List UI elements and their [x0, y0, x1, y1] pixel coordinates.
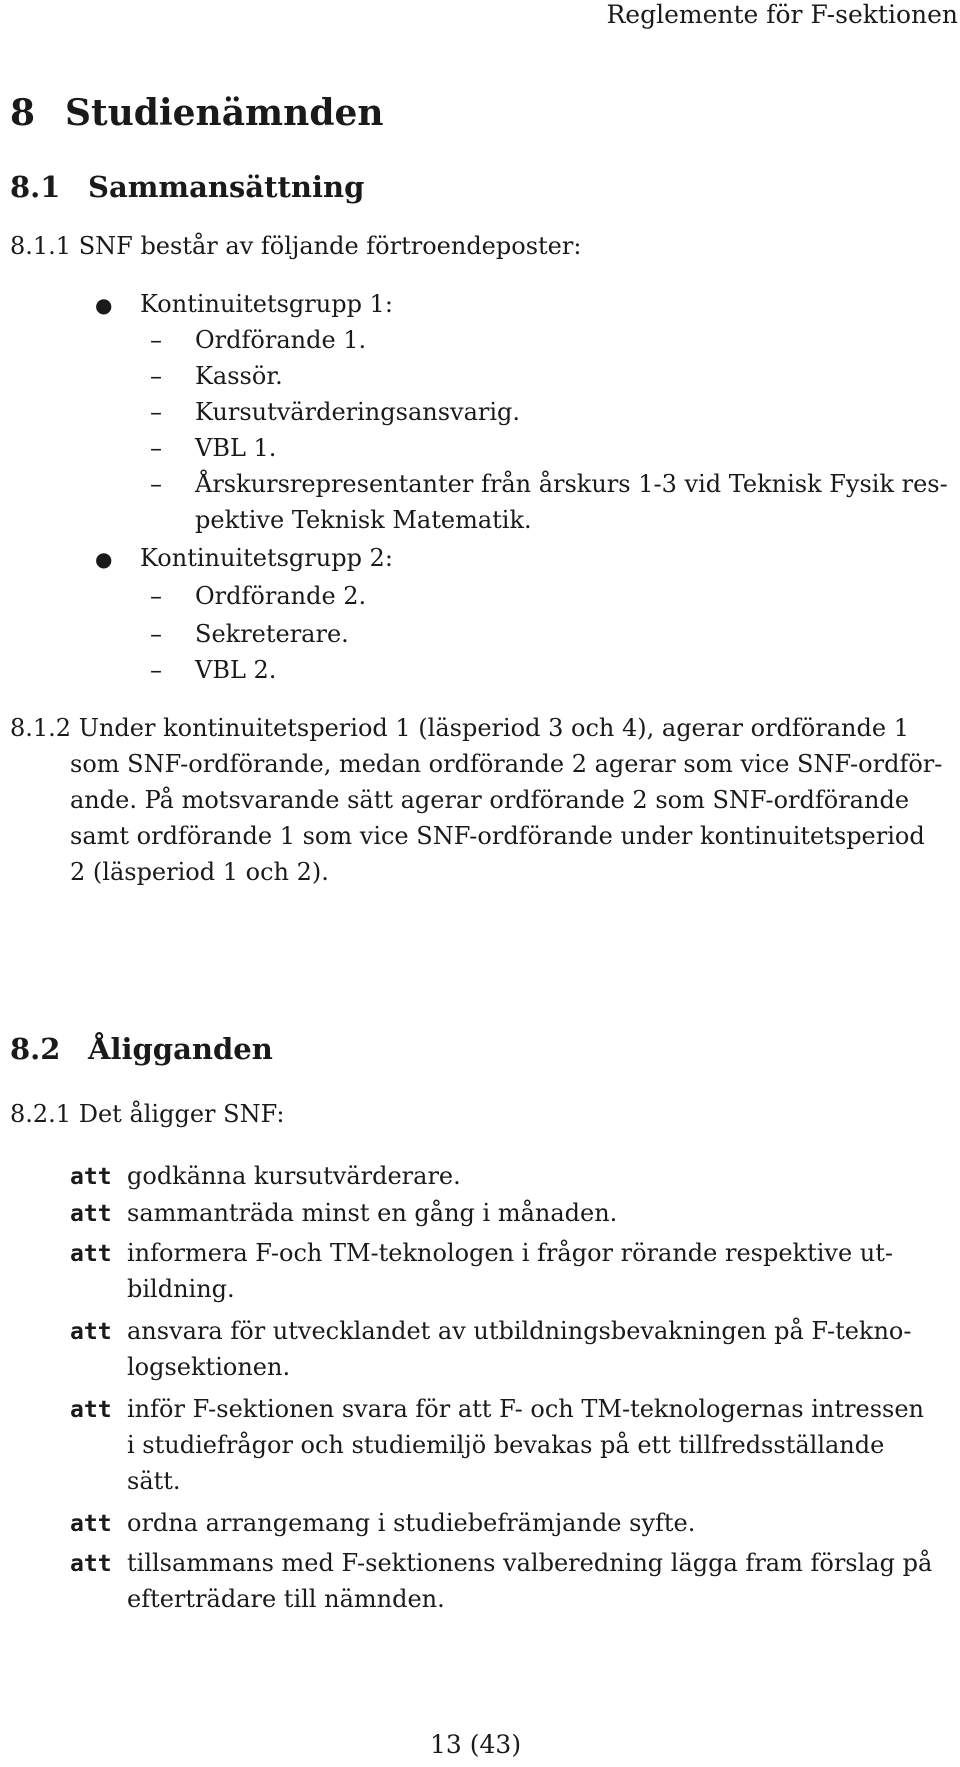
- section-number: 8.1: [10, 170, 61, 204]
- dash-item-text: VBL 2.: [195, 656, 277, 684]
- duty-text: ansvara för utvecklandet av utbildningsbevakningen på F-tekno-: [127, 1317, 912, 1345]
- duty-continuation: bildning.: [127, 1275, 235, 1303]
- paragraph-text: Det åligger SNF:: [78, 1100, 285, 1128]
- dash-item: [150, 466, 948, 503]
- bullet-icon: ●: [95, 293, 113, 317]
- paragraph-line: Under kontinuitetsperiod 1 (läsperiod 3 och 4), agerar ordförande 1: [78, 714, 909, 742]
- paragraph-number: 8.2.1: [10, 1100, 72, 1128]
- dash-item-text: Kassör.: [195, 362, 283, 390]
- section-heading-8-1: [10, 170, 364, 204]
- dash-item-text: Årskursrepresentanter från årskurs 1-3 vid Teknisk Fysik res-: [195, 470, 948, 498]
- duty-text: ordna arrangemang i studiebefrämjande syfte.: [127, 1509, 696, 1537]
- group-label: Kontinuitetsgrupp 2:: [140, 544, 393, 572]
- dash-item: [150, 430, 276, 467]
- duty-continuation: sätt.: [127, 1467, 181, 1495]
- bullet-item-group-2: [95, 540, 393, 578]
- dash-icon: –: [150, 326, 162, 354]
- dash-icon: –: [150, 398, 162, 426]
- att-keyword: att: [70, 1164, 112, 1190]
- chapter-heading: [10, 92, 384, 134]
- att-keyword: att: [70, 1201, 112, 1227]
- dash-item: [150, 652, 276, 689]
- duty-text: godkänna kursutvärderare.: [127, 1162, 461, 1190]
- section-heading-8-2: [10, 1032, 273, 1066]
- dash-item-continuation: pektive Teknisk Matematik.: [195, 506, 532, 534]
- duty-item: [70, 1545, 932, 1583]
- group-label: Kontinuitetsgrupp 1:: [140, 290, 393, 318]
- paragraph-8-2-1: [10, 1096, 284, 1133]
- section-title: Sammansättning: [88, 170, 365, 204]
- dash-icon: –: [150, 362, 162, 390]
- dash-item: [150, 616, 349, 653]
- duty-continuation: logsektionen.: [127, 1353, 291, 1381]
- att-keyword: att: [70, 1319, 112, 1345]
- chapter-number: 8: [10, 92, 36, 134]
- dash-item-text: Kursutvärderingsansvarig.: [195, 398, 521, 426]
- dash-item-text: VBL 1.: [195, 434, 277, 462]
- dash-item-text: Ordförande 2.: [195, 582, 367, 610]
- chapter-title: Studienämnden: [65, 92, 384, 134]
- duty-continuation: efterträdare till nämnden.: [127, 1585, 445, 1613]
- att-keyword: att: [70, 1397, 112, 1423]
- paragraph-line: som SNF-ordförande, medan ordförande 2 agerar som vice SNF-ordför-: [70, 750, 943, 778]
- dash-icon: –: [150, 434, 162, 462]
- duty-item: [70, 1391, 924, 1429]
- duty-text: tillsammans med F-sektionens valberedning lägga fram förslag på: [127, 1549, 933, 1577]
- dash-item-text: Sekreterare.: [195, 620, 349, 648]
- att-keyword: att: [70, 1241, 112, 1267]
- paragraph-line: 2 (läsperiod 1 och 2).: [70, 858, 329, 886]
- paragraph-text: SNF består av följande förtroendeposter:: [78, 232, 582, 260]
- dash-icon: –: [150, 582, 162, 610]
- duty-text: inför F-sektionen svara för att F- och TM-teknologernas intressen: [127, 1395, 924, 1423]
- paragraph-8-1-1: [10, 228, 581, 265]
- dash-item: [150, 578, 366, 615]
- duty-item: [70, 1505, 695, 1543]
- duty-continuation: i studiefrågor och studiemiljö bevakas på ett tillfredsställande: [127, 1431, 885, 1459]
- dash-icon: –: [150, 620, 162, 648]
- dash-item: [150, 394, 520, 431]
- att-keyword: att: [70, 1511, 112, 1537]
- duty-item: [70, 1235, 893, 1273]
- duty-item: [70, 1313, 911, 1351]
- bullet-item-group-1: [95, 286, 393, 324]
- bullet-icon: ●: [95, 547, 113, 571]
- dash-item: [150, 322, 366, 359]
- att-keyword: att: [70, 1551, 112, 1577]
- paragraph-8-1-2: [10, 710, 909, 747]
- paragraph-line: ande. På motsvarande sätt agerar ordförande 2 som SNF-ordförande: [70, 786, 910, 814]
- section-number: 8.2: [10, 1032, 61, 1066]
- dash-item-text: Ordförande 1.: [195, 326, 367, 354]
- paragraph-number: 8.1.2: [10, 714, 72, 742]
- duty-text: informera F-och TM-teknologen i frågor rörande respektive ut-: [127, 1239, 893, 1267]
- dash-item: [150, 358, 283, 395]
- page-number: 13 (43): [430, 1730, 522, 1759]
- running-header: Reglemente för F-sektionen: [606, 0, 958, 29]
- dash-icon: –: [150, 656, 162, 684]
- section-title: Åligganden: [88, 1032, 273, 1066]
- duty-item: [70, 1195, 617, 1233]
- duty-item: [70, 1158, 461, 1196]
- paragraph-line: samt ordförande 1 som vice SNF-ordförande under kontinuitetsperiod: [70, 822, 925, 850]
- dash-icon: –: [150, 470, 162, 498]
- duty-text: sammanträda minst en gång i månaden.: [127, 1199, 618, 1227]
- paragraph-number: 8.1.1: [10, 232, 72, 260]
